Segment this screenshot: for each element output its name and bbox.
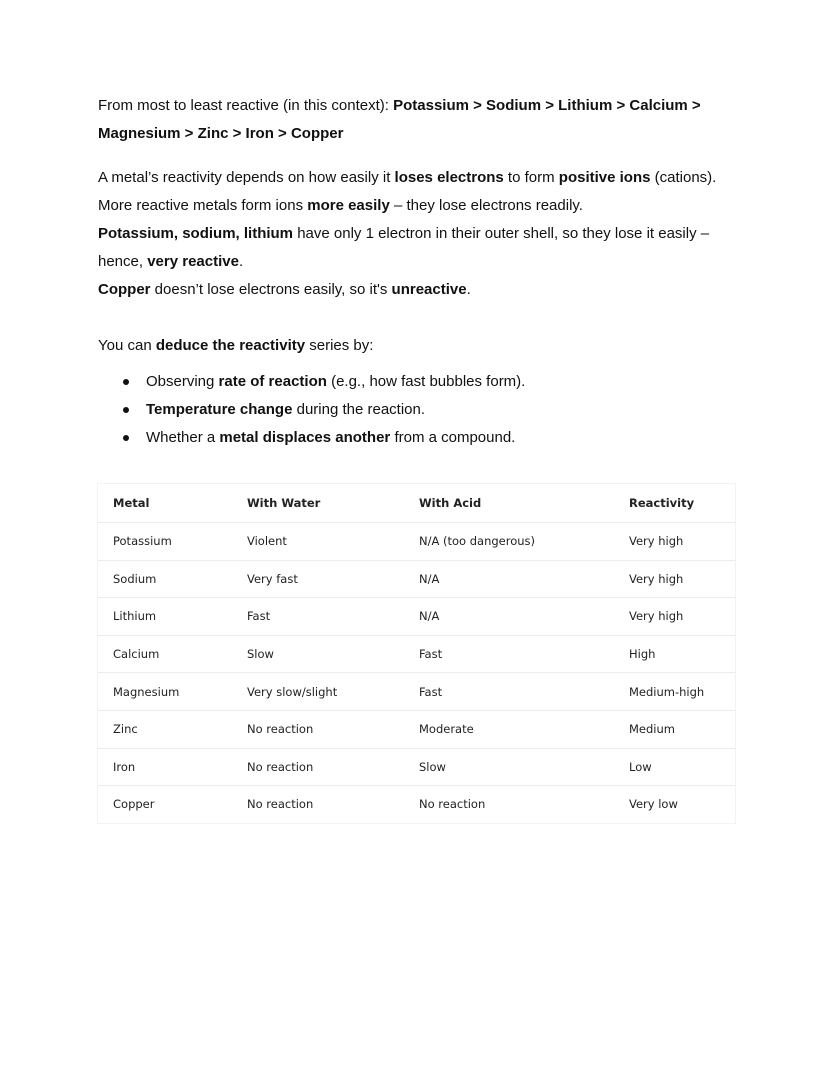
table-header-row	[98, 484, 735, 523]
text: A metal’s reactivity depends on how easily it	[98, 169, 395, 186]
text: Whether a	[146, 429, 220, 446]
text: .	[238, 253, 244, 270]
text: (cations).	[650, 169, 717, 186]
table-row	[98, 673, 735, 711]
table-cell: Very slow/slight	[232, 673, 404, 711]
text: You can	[98, 337, 156, 354]
list-item	[146, 424, 738, 452]
table-row	[98, 635, 735, 673]
explanation-line-4	[98, 276, 738, 304]
text-bold: metal displaces another	[219, 429, 391, 446]
reactivity-table	[98, 484, 735, 823]
text: from a compound.	[390, 429, 516, 446]
table-row	[98, 523, 735, 561]
table-cell: N/A (too dangerous)	[404, 523, 614, 561]
text-bold: deduce the reactivity	[155, 337, 306, 354]
table-cell: Zinc	[98, 710, 232, 748]
table-cell: No reaction	[247, 797, 314, 812]
text-bold: loses electrons	[394, 169, 504, 186]
text-bold: more easily	[307, 197, 390, 214]
text: .	[466, 281, 471, 298]
text: – they lose electrons readily.	[389, 197, 583, 214]
table-cell: High	[614, 635, 735, 673]
text: doesn’t lose electrons easily, so it's	[150, 281, 392, 298]
column-header-acid: With Acid	[404, 484, 614, 523]
explanation-line-2	[98, 192, 738, 220]
table-cell: Very fast	[232, 560, 404, 598]
table-cell: N/A	[404, 598, 614, 636]
text-bold: very reactive	[147, 253, 239, 270]
table-row	[98, 748, 735, 786]
text: series by:	[305, 337, 374, 354]
table-cell: Low	[614, 748, 735, 786]
table-cell: Slow	[232, 635, 404, 673]
text-bold: Copper	[98, 281, 151, 298]
order-intro: From most to least reactive (in this context):	[98, 97, 394, 114]
table-cell: Sodium	[98, 560, 232, 598]
table-cell: Copper	[113, 797, 155, 812]
text-bold: Potassium, sodium, lithium	[98, 225, 294, 242]
text: have only 1 electron in their outer shell, so they lose it easily – hence,	[98, 225, 710, 270]
text: (e.g., how fast bubbles form).	[326, 373, 526, 390]
text-bold: rate of reaction	[218, 373, 327, 390]
table-cell: Magnesium	[98, 673, 232, 711]
table-cell: Violent	[232, 523, 404, 561]
table-cell: Potassium	[98, 523, 232, 561]
table-cell: No reaction	[419, 797, 486, 812]
table-cell: Very high	[614, 598, 735, 636]
list-item	[146, 368, 738, 396]
table-cell: Calcium	[98, 635, 232, 673]
table-cell: Very low	[629, 797, 678, 812]
table-cell: Very high	[614, 523, 735, 561]
table-cell: Fast	[232, 598, 404, 636]
table-row	[98, 560, 735, 598]
table-cell: Moderate	[404, 710, 614, 748]
table-row	[98, 710, 735, 748]
text: More reactive metals form ions	[98, 197, 308, 214]
reactivity-order-paragraph	[98, 92, 738, 148]
column-header-water: With Water	[232, 484, 404, 523]
table-row	[98, 786, 735, 823]
table-cell: Slow	[404, 748, 614, 786]
explanation-line-1	[98, 164, 738, 192]
text-bold: positive ions	[558, 169, 651, 186]
table-cell: N/A	[404, 560, 614, 598]
text: Observing	[146, 373, 219, 390]
table-cell: Medium-high	[614, 673, 735, 711]
table-cell: Lithium	[98, 598, 232, 636]
document-body	[98, 92, 738, 452]
list-item	[146, 396, 738, 424]
text: to form	[503, 169, 559, 186]
table-cell: No reaction	[232, 748, 404, 786]
table-cell: Iron	[98, 748, 232, 786]
table-cell: Medium	[614, 710, 735, 748]
order-series: Potassium > Sodium > Lithium > Calcium > Magnesium > Zinc > Iron > Copper	[98, 97, 701, 142]
column-header-reactivity: Reactivity	[614, 484, 735, 523]
deduce-list	[98, 368, 738, 452]
table-cell: Fast	[404, 673, 614, 711]
column-header-metal: Metal	[98, 484, 232, 523]
deduce-paragraph	[98, 332, 738, 360]
text-bold: Temperature change	[146, 401, 293, 418]
table-row	[98, 598, 735, 636]
explanation-line-3	[98, 220, 738, 276]
table-cell: Fast	[404, 635, 614, 673]
text: during the reaction.	[292, 401, 426, 418]
table-cell: Very high	[614, 560, 735, 598]
table-cell: No reaction	[232, 710, 404, 748]
text-bold: unreactive	[391, 281, 467, 298]
